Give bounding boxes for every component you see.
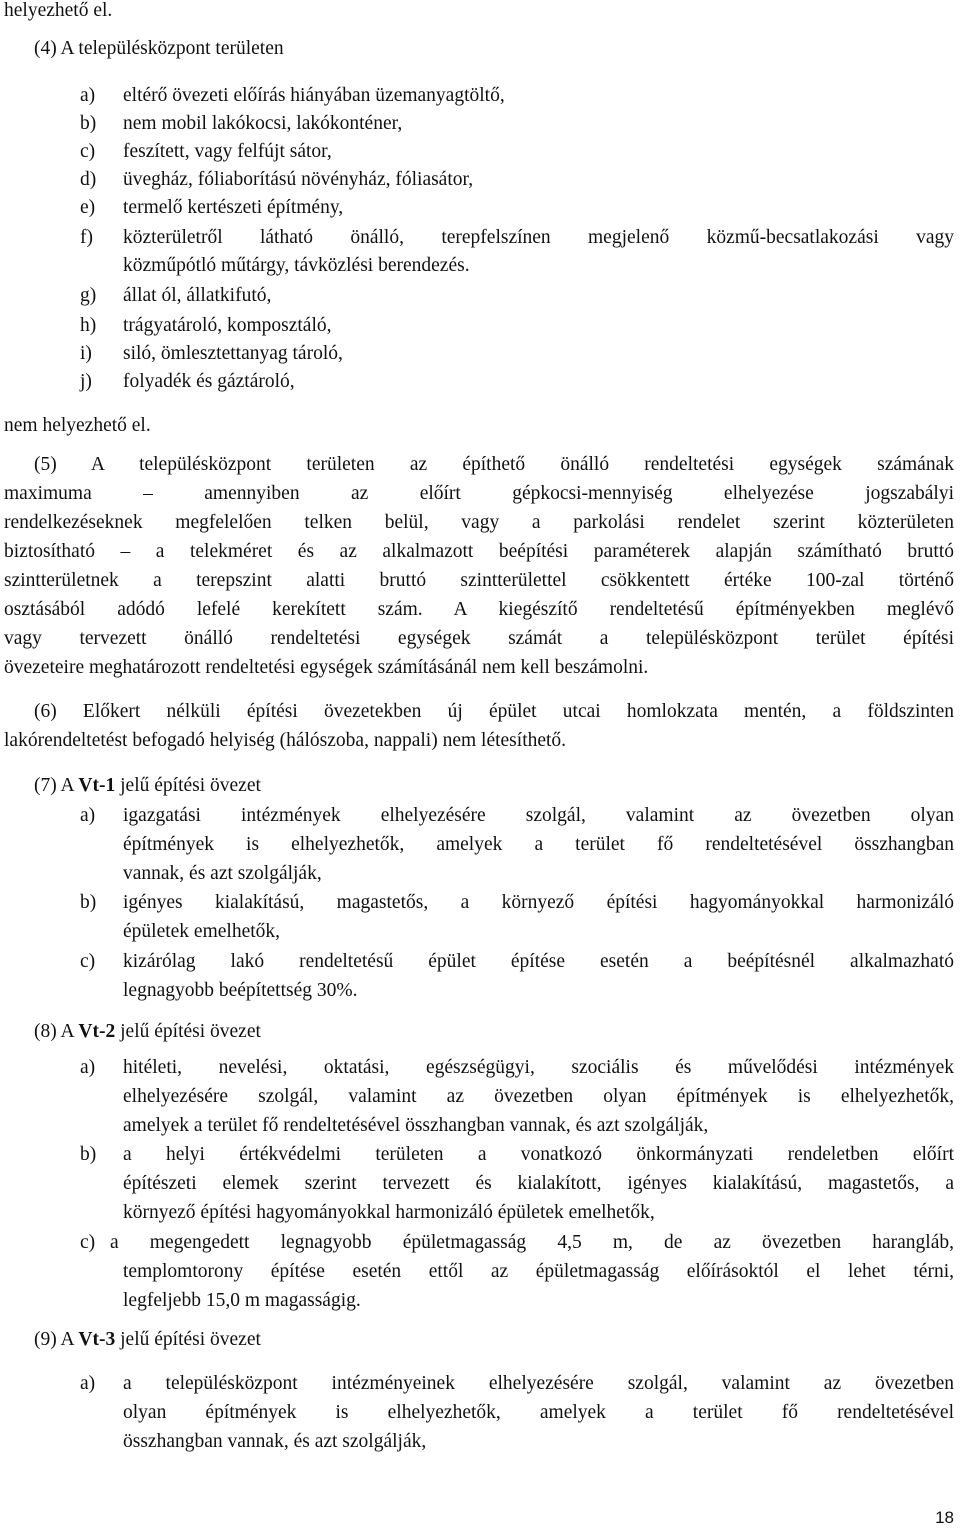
p8-b-label: b) (80, 1144, 97, 1165)
p8-c-line-1: a megengedett legnagyobb épületmagasság 4,5 m, de az övezetben harangláb, (110, 1232, 954, 1253)
p4-f-line-1: közterületről látható önálló, terepfelszínen megjelenő közmű-becsatlakozási vagy (123, 227, 954, 248)
p7-a-line-1: igazgatási intézmények elhelyezésére szolgál, valamint az övezetben olyan (123, 805, 954, 826)
p9-a-line-2: olyan építmények is elhelyezhetők, amelyek a terület fő rendeltetésével (123, 1402, 954, 1423)
p6-line-2: lakórendeltetést befogadó helyiség (hálószoba, nappali) nem létesíthető. (4, 730, 567, 751)
top-fragment: helyezhető el. (4, 0, 113, 21)
p8-b-line-1: a helyi értékvédelmi területen a vonatkozó önkormányzati rendeletben előírt (123, 1144, 954, 1165)
p4-j-text: folyadék és gáztároló, (123, 371, 295, 392)
p7-a-line-3: vannak, és azt szolgálják, (123, 863, 322, 884)
p4-a-text: eltérő övezeti előírás hiányában üzemanyagtöltő, (123, 85, 505, 106)
p7-b-line-2: épületek emelhetők, (123, 921, 281, 942)
p4-j-label: j) (80, 371, 92, 392)
p7-b-line-1: igényes kialakítású, magastetős, a környező építési hagyományokkal harmonizáló (123, 892, 954, 913)
p8-c-line-3: legfeljebb 15,0 m magasságig. (123, 1290, 361, 1311)
p4-i-text: siló, ömlesztettanyag tároló, (123, 343, 343, 364)
p7-b-label: b) (80, 892, 97, 913)
p8-b-line-2: építészeti elemek szerint tervezett és kialakított, igényes kialakítású, magastetős, a (123, 1173, 954, 1194)
p4-d-text: üvegház, fóliaborítású növényház, fóliasátor, (123, 169, 474, 190)
p8-heading-post: jelű építési övezet (115, 1021, 261, 1042)
p4-f-label: f) (80, 227, 93, 248)
p6-line-1: (6) Előkert nélküli építési övezetekben új épület utcai homlokzata mentén, a földszinten (34, 701, 954, 722)
p4-c-label: c) (80, 141, 96, 162)
p8-zone-code: Vt-2 (78, 1021, 116, 1042)
p4-e-text: termelő kertészeti építmény, (123, 197, 344, 218)
p5-line-4: biztosítható – a telekméret és az alkalmazott beépítési paraméterek alapján számítható bruttó (4, 541, 954, 562)
p8-heading (34, 1019, 261, 1045)
p5-line-5: szintterületnek a terepszint alatti bruttó szintterülettel csökkentett értéke 100-zal történő (4, 570, 954, 591)
p4-d-label: d) (80, 169, 97, 190)
p4-intro: (4) A településközpont területen (34, 38, 284, 59)
p7-heading-pre: (7) A (34, 775, 79, 796)
p5-line-2: maximuma – amennyiben az előírt gépkocsi-mennyiség elhelyezése jogszabályi (4, 483, 954, 504)
p4-i-label: i) (80, 343, 92, 364)
p8-c-label: c) (80, 1232, 96, 1253)
p5-line-3: rendelkezéseknek megfelelően telken belül, vagy a parkolási rendelet szerint közterületen (4, 512, 954, 533)
p9-a-line-3: összhangban vannak, és azt szolgálják, (123, 1431, 427, 1452)
p4-f-line-2: közműpótló műtárgy, távközlési berendezés. (123, 255, 470, 276)
p8-heading-pre: (8) A (34, 1021, 79, 1042)
p4-g-label: g) (80, 285, 97, 306)
p7-zone-code: Vt-1 (78, 775, 116, 796)
p4-h-text: trágyatároló, komposztáló, (123, 315, 332, 336)
p9-zone-code: Vt-3 (78, 1329, 116, 1350)
p9-heading (34, 1327, 261, 1353)
p9-a-label: a) (80, 1373, 96, 1394)
p5-line-8: övezeteire meghatározott rendeltetési egységek számításánál nem kell beszámolni. (4, 657, 649, 678)
p8-a-line-2: elhelyezésére szolgál, valamint az övezetben olyan építmények is elhelyezhetők, (123, 1086, 954, 1107)
p5-line-7: vagy tervezett önálló rendeltetési egységek számát a településközpont terület építési (4, 628, 954, 649)
p4-h-label: h) (80, 315, 97, 336)
p8-b-line-3: környező építési hagyományokkal harmonizáló épületek emelhetők, (123, 1202, 655, 1223)
p9-a-line-1: a településközpont intézményeinek elhelyezésére szolgál, valamint az övezetben (123, 1373, 954, 1394)
p5-line-1: (5) A településközpont területen az építhető önálló rendeltetési egységek számának (34, 454, 954, 475)
p4-e-label: e) (80, 197, 96, 218)
p7-a-line-2: építmények is elhelyezhetők, amelyek a terület fő rendeltetésével összhangban (123, 834, 954, 855)
p4-c-text: feszített, vagy felfújt sátor, (123, 141, 332, 162)
p4-b-text: nem mobil lakókocsi, lakókonténer, (123, 113, 403, 134)
p7-c-line-2: legnagyobb beépítettség 30%. (123, 980, 358, 1001)
page-number: 18 (935, 1508, 954, 1527)
p5-line-6: osztásából adódó lefelé kerekített szám. A kiegészítő rendeltetésű építményekben meglévő (4, 599, 954, 620)
p4-a-label: a) (80, 85, 96, 106)
p7-c-line-1: kizárólag lakó rendeltetésű épület építése esetén a beépítésnél alkalmazható (123, 951, 954, 972)
p8-a-line-3: amelyek a terület fő rendeltetésével összhangban vannak, és azt szolgálják, (123, 1115, 709, 1136)
p9-heading-pre: (9) A (34, 1329, 79, 1350)
p7-heading (34, 773, 261, 799)
p9-heading-post: jelű építési övezet (115, 1329, 261, 1350)
p8-a-line-1: hitéleti, nevelési, oktatási, egészségügyi, szociális és művelődési intézmények (123, 1057, 954, 1078)
p7-a-label: a) (80, 805, 96, 826)
p8-c-line-2: templomtorony építése esetén ettől az épületmagasság előírásoktól el lehet térni, (123, 1261, 954, 1282)
p7-c-label: c) (80, 951, 96, 972)
p7-heading-post: jelű építési övezet (115, 775, 261, 796)
p8-a-label: a) (80, 1057, 96, 1078)
p4-closing: nem helyezhető el. (4, 415, 151, 436)
p4-b-label: b) (80, 113, 97, 134)
p4-g-text: állat ól, állatkifutó, (123, 285, 272, 306)
